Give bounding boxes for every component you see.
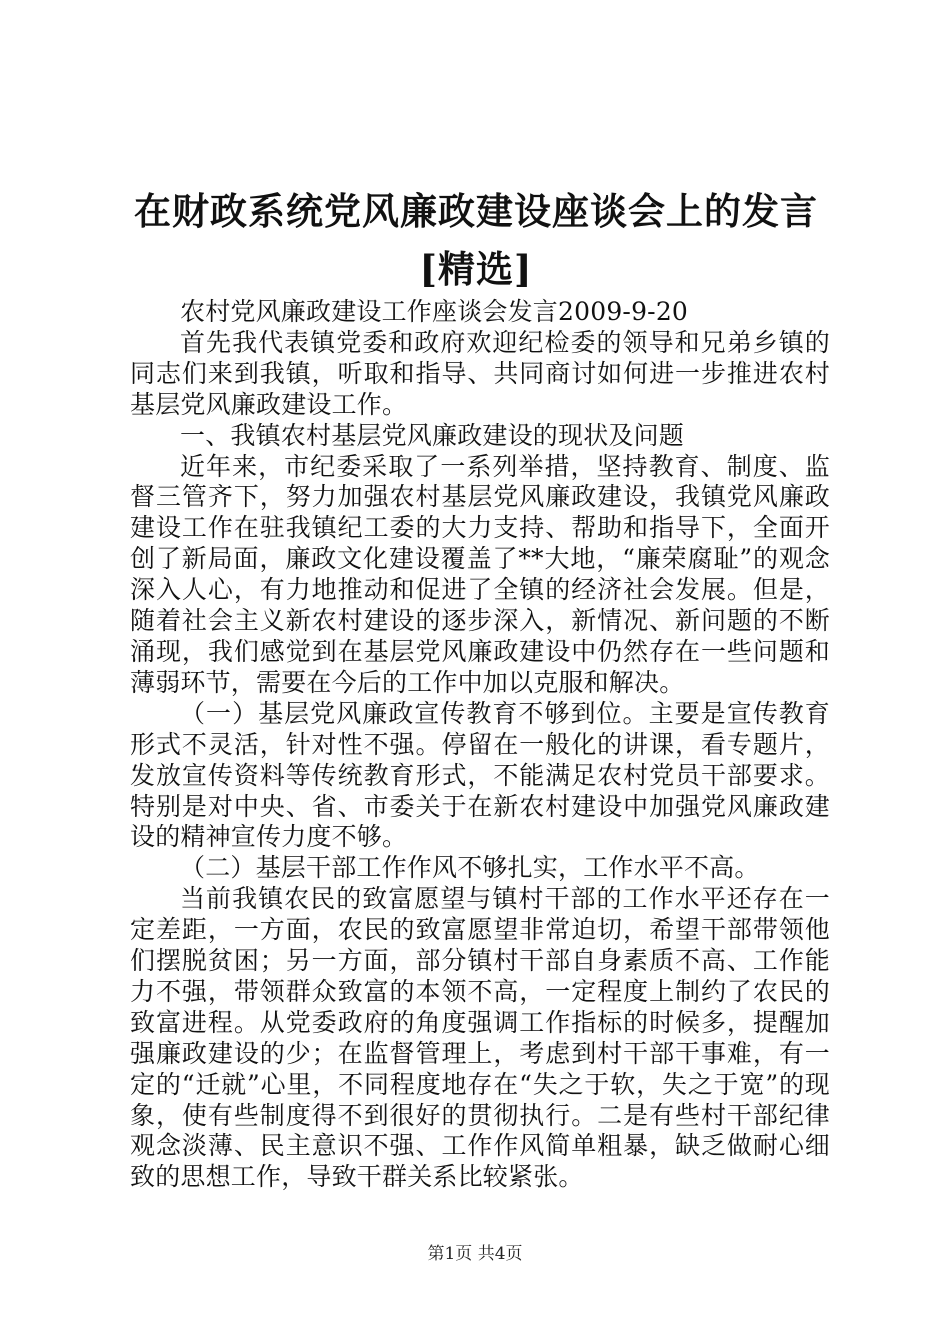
paragraph-opening: 首先我代表镇党委和政府欢迎纪检委的领导和兄弟乡镇的同志们来到我镇，听取和指导、共同商讨如何进一步推进农村基层党风廉政建设工作。	[130, 327, 830, 419]
paragraph-issue-2: 当前我镇农民的致富愿望与镇村干部的工作水平还存在一定差距，一方面，农民的致富愿望非常迫切，希望干部带领他们摆脱贫困；另一方面，部分镇村干部自身素质不高、工作能力不强，带领群众致富的本领不高，一定程度上制约了农民的致富进程。从党委政府的角度强调工作指标的时候多，提醒加强廉政建设的少；在监督管理上，考虑到村干部干事难，有一定的“迁就”心里，不同程度地存在“失之于软，失之于宽”的现象，使有些制度得不到很好的贯彻执行。二是有些村干部纪律观念淡薄、民主意识不强、工作作风简单粗暴，缺乏做耐心细致的思想工作，导致干群关系比较紧张。	[130, 884, 830, 1192]
paragraph-status: 近年来，市纪委采取了一系列举措，坚持教育、制度、监督三管齐下，努力加强农村基层党风廉政建设，我镇党风廉政建设工作在驻我镇纪工委的大力支持、帮助和指导下，全面开创了新局面，廉政文化建设覆盖了**大地，“廉荣腐耻”的观念深入人心，有力地推动和促进了全镇的经济社会发展。但是，随着社会主义新农村建设的逐步深入，新情况、新问题的不断涌现，我们感觉到在基层党风廉政建设中仍然存在一些问题和薄弱环节，需要在今后的工作中加以克服和解决。	[130, 451, 830, 697]
section-heading-2: （二）基层干部工作作风不够扎实，工作水平不高。	[180, 853, 760, 883]
section-heading-1: 一、我镇农村基层党风廉政建设的现状及问题	[180, 420, 685, 450]
paragraph-issue-1: （一）基层党风廉政宣传教育不够到位。主要是宣传教育形式不灵活，针对性不强。停留在一般化的讲课，看专题片，发放宣传资料等传统教育形式，不能满足农村党员干部要求。特别是对中央、省、市委关于在新农村建设中加强党风廉政建设的精神宣传力度不够。	[130, 698, 830, 852]
document-title: 在财政系统党风廉政建设座谈会上的发言[精选]	[134, 189, 818, 291]
document-body	[130, 297, 830, 1193]
paragraph-subtitle: 农村党风廉政建设工作座谈会发言2009-9-20	[180, 297, 689, 326]
page-number-footer: 第1页 共4页	[427, 1244, 523, 1264]
